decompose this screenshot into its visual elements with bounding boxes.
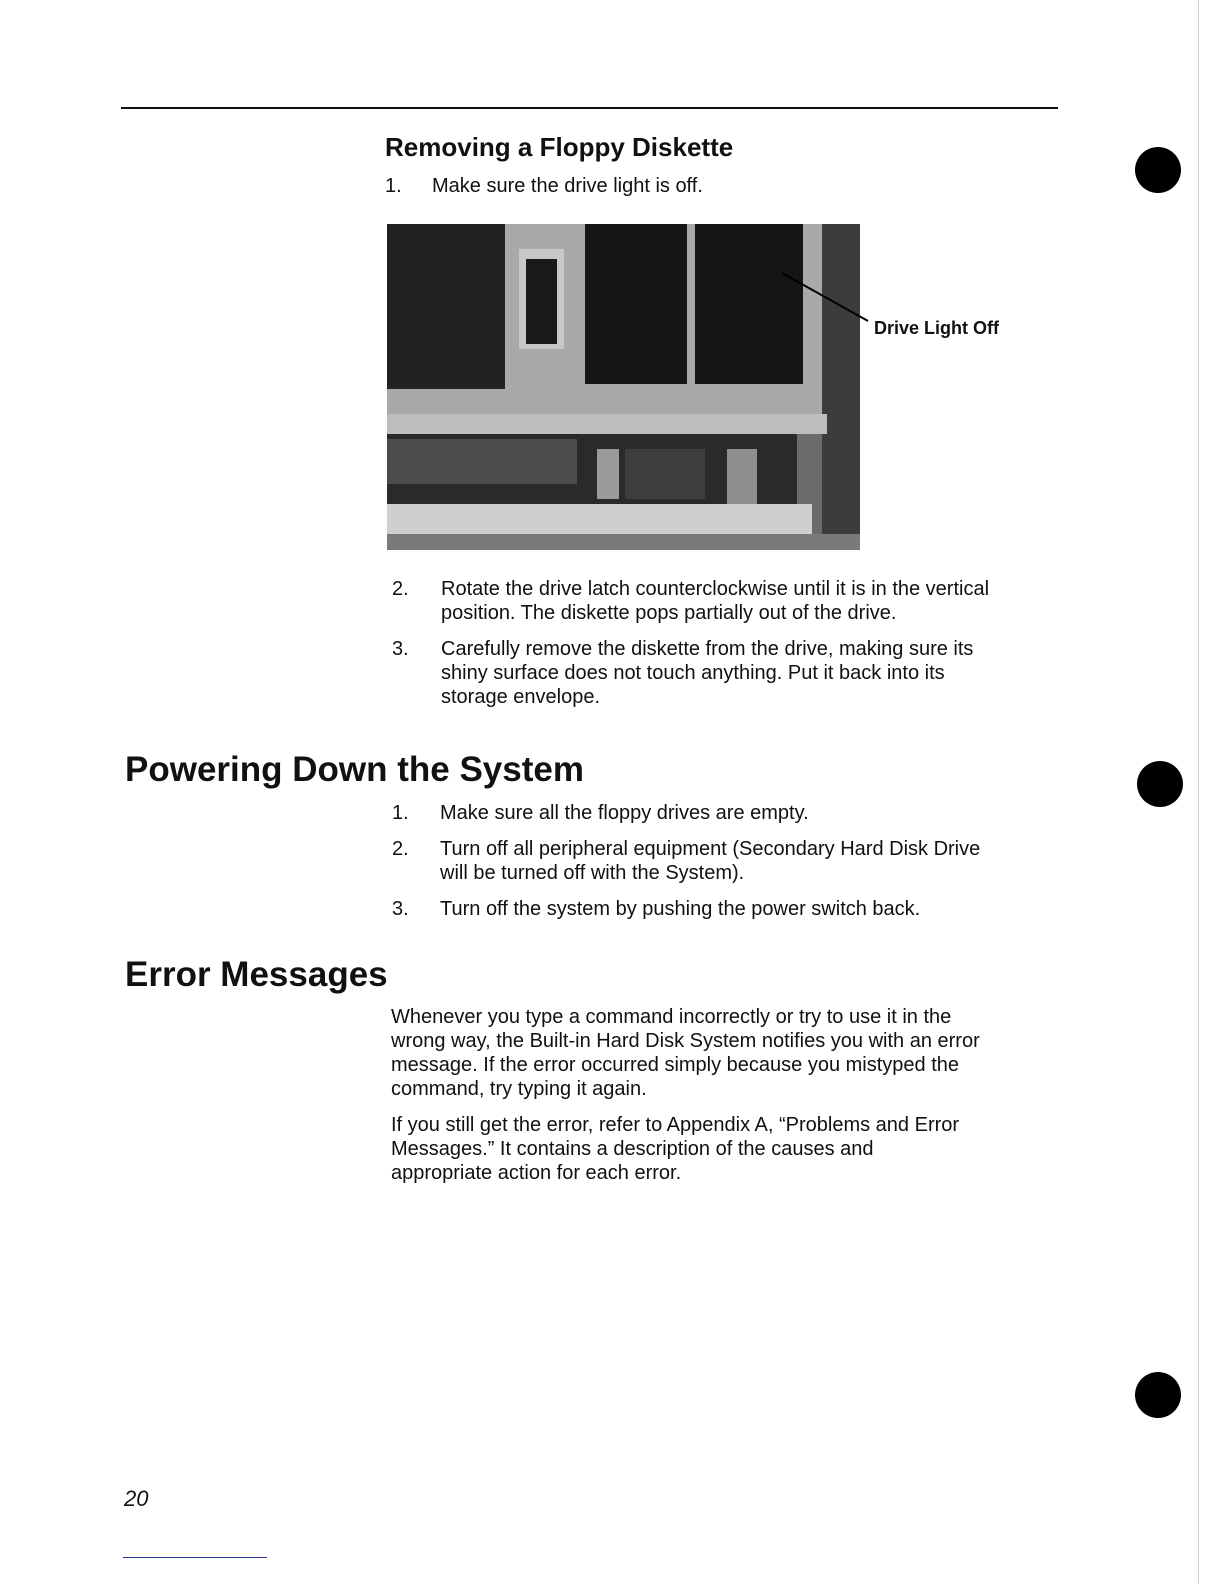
step-text: Make sure all the floppy drives are empty. (440, 802, 809, 824)
step-number: 3. (392, 898, 409, 920)
paragraph: If you still get the error, refer to Appendix A, “Problems and Error Messages.” It contains a description of the causes and appropriate action for each error. (391, 1114, 960, 1184)
binder-hole-icon (1137, 761, 1183, 807)
step-number: 1. (385, 175, 402, 197)
binder-hole-icon (1135, 1372, 1181, 1418)
step-number: 1. (392, 802, 409, 824)
step-text: Rotate the drive latch counterclockwise until it is in the vertical position. The diskette pops partially out of the drive. (441, 578, 990, 624)
binder-hole-icon (1135, 147, 1181, 193)
footer-rule (123, 1557, 267, 1558)
header-rule (121, 107, 1058, 109)
step-text: Carefully remove the diskette from the drive, making sure its shiny surface does not touch anything. Put it back into its storage envelope. (441, 638, 974, 708)
subsection-heading: Removing a Floppy Diskette (385, 132, 734, 162)
paragraph: Whenever you type a command incorrectly or try to use it in the wrong way, the Built-in Hard Disk System notifies you with an error message. If the error occurred simply because you mistyped the command, try typing it again. (391, 1006, 980, 1100)
page-edge (1198, 0, 1199, 1584)
section-heading: Powering Down the System (125, 750, 584, 789)
step-text: Make sure the drive light is off. (432, 175, 703, 197)
step-number: 2. (392, 578, 409, 600)
step-number: 3. (392, 638, 409, 660)
step-text: Turn off the system by pushing the power switch back. (440, 898, 921, 920)
step-number: 2. (392, 838, 409, 860)
figure-callout: Drive Light Off (874, 318, 999, 338)
callout-leader-line (780, 265, 880, 335)
step-text: Turn off all peripheral equipment (Secondary Hard Disk Drive will be turned off with the System). (440, 838, 981, 884)
page-number: 20 (124, 1486, 149, 1511)
section-heading: Error Messages (125, 955, 388, 994)
